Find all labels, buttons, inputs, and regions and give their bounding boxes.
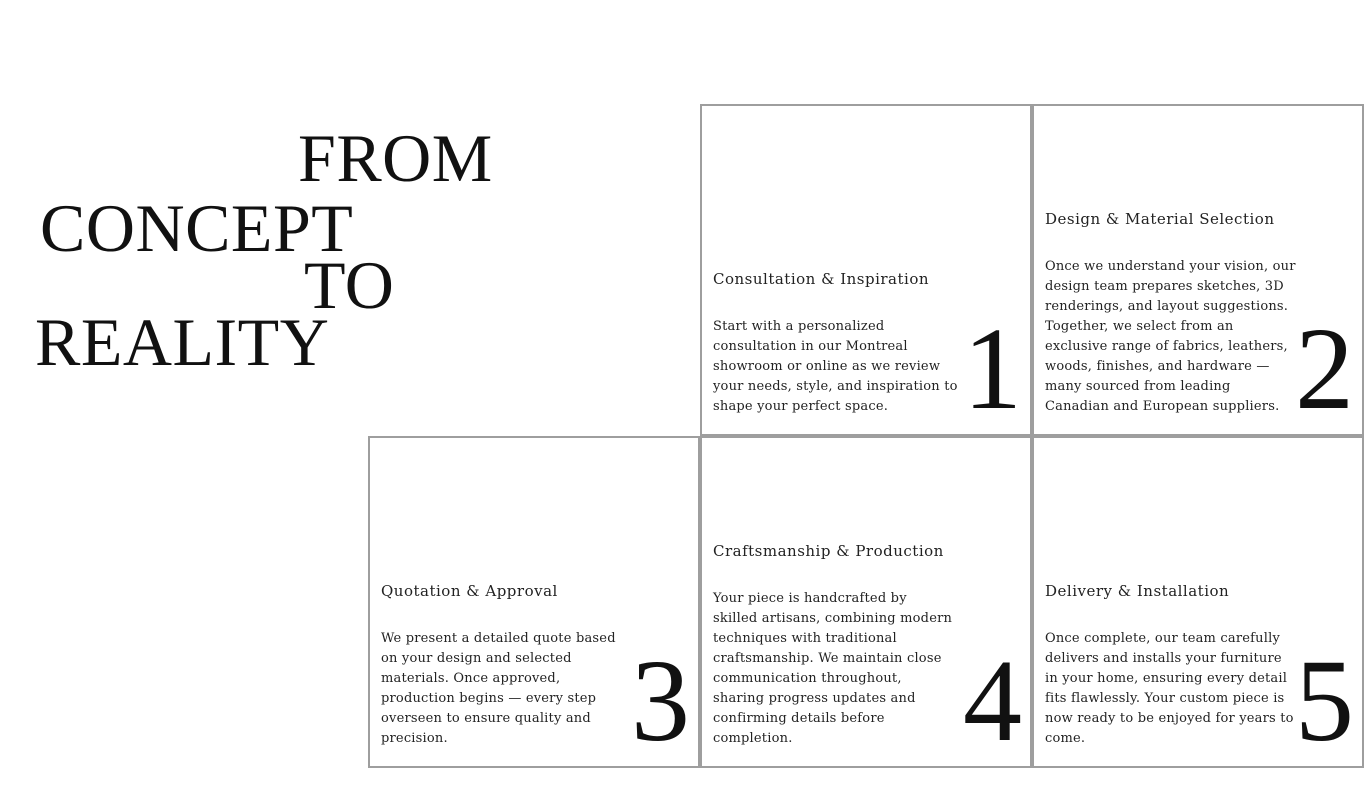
step-card-content xyxy=(1045,209,1297,417)
step-title: Design & Material Selection xyxy=(1045,210,1275,228)
step-description: We present a detailed quote based on your design and selected materials. Once approved, production begins — every step overseen to ensure quality and precision. xyxy=(381,631,616,746)
step-card-quotation xyxy=(368,436,700,768)
hero-heading-to: TO xyxy=(304,247,395,323)
step-number: 3 xyxy=(631,635,690,766)
step-number: 4 xyxy=(963,635,1022,766)
step-description: Your piece is handcrafted by skilled artisans, combining modern techniques with traditional craftsmanship. We maintain close communication throughout, sharing progress updates and confirming details before completion. xyxy=(713,591,953,746)
step-title: Consultation & Inspiration xyxy=(713,270,930,288)
hero-heading-concept: CONCEPT xyxy=(40,190,354,266)
step-card-consultation xyxy=(700,104,1032,436)
step-description: Start with a personalized consultation in our Montreal showroom or online as we review your needs, style, and inspiration to shape your perfect space. xyxy=(713,319,958,414)
step-description: Once complete, our team carefully delivers and installs your furniture in your home, ensuring every detail fits flawlessly. Your custom piece is now ready to be enjoyed for years to come. xyxy=(1045,631,1294,746)
step-card-delivery xyxy=(1032,436,1364,768)
hero-heading-reality: REALITY xyxy=(35,304,330,380)
step-title: Craftsmanship & Production xyxy=(713,542,944,560)
step-card-content xyxy=(713,269,965,417)
step-card-content xyxy=(1045,581,1297,749)
step-number: 2 xyxy=(1295,303,1354,434)
step-number: 5 xyxy=(1295,635,1354,766)
step-title: Delivery & Installation xyxy=(1045,582,1230,600)
hero-heading-from: FROM xyxy=(298,120,493,196)
step-card-content xyxy=(713,541,965,749)
step-description: Once we understand your vision, our design team prepares sketches, 3D renderings, and layout suggestions. Together, we select from an exclusive range of fabrics, leathers, woods, finishes, and hardware — many sourced from leading Canadian and European suppliers. xyxy=(1045,259,1296,414)
step-title: Quotation & Approval xyxy=(381,582,558,600)
step-number: 1 xyxy=(963,303,1022,434)
step-card-content xyxy=(381,581,633,749)
step-card-craftsmanship xyxy=(700,436,1032,768)
step-card-design xyxy=(1032,104,1364,436)
